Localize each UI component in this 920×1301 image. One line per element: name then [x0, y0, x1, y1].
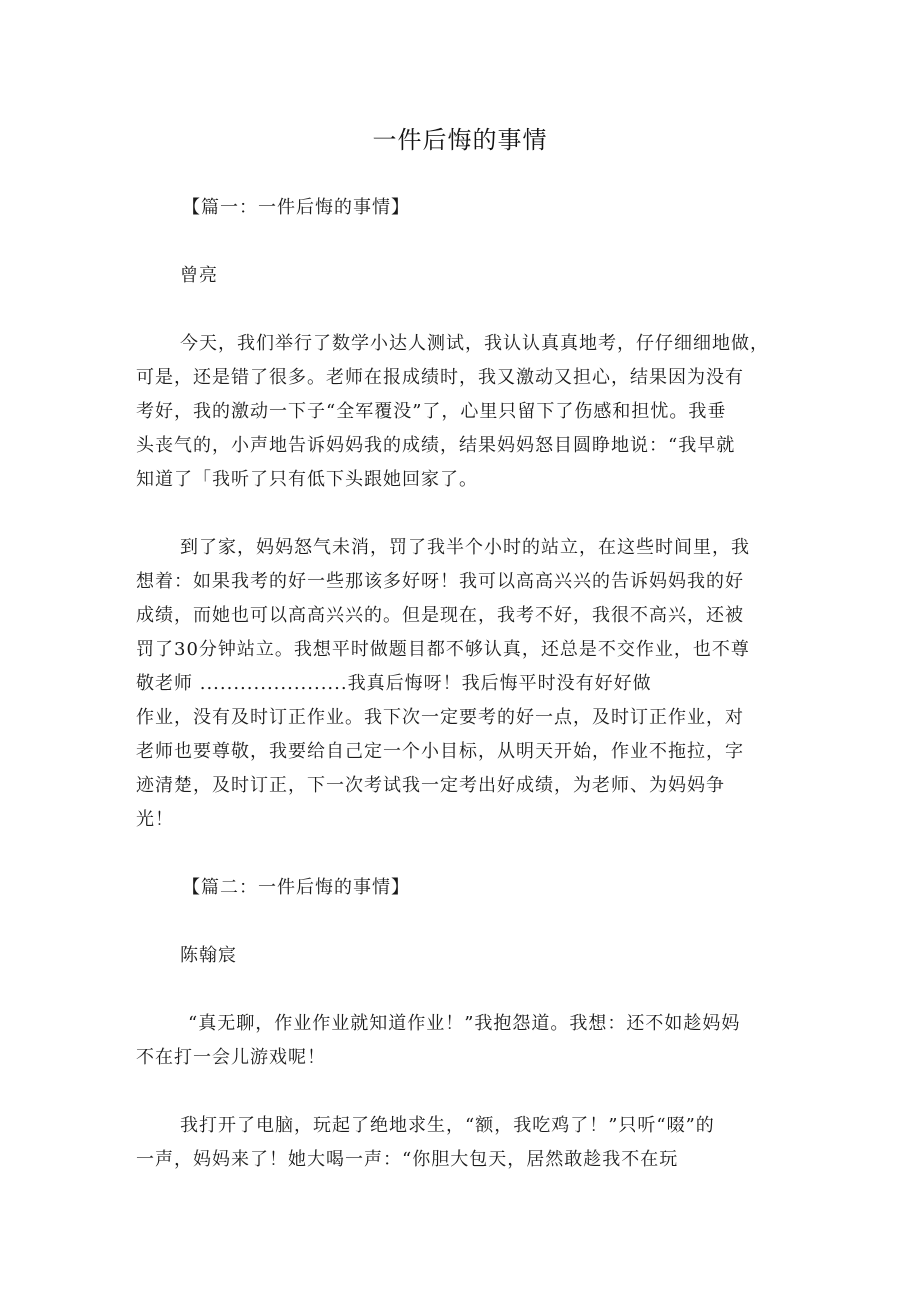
text-line: 敬老师 ......................我真后悔呀！我后悔平时没有好好做: [136, 673, 652, 694]
text-line: 作业，没有及时订正作业。我下次一定要考的好一点，及时订正作业，对: [136, 707, 744, 728]
section2-heading: 【篇二：一件后悔的事情】: [182, 877, 410, 898]
text-line: 光！: [136, 809, 174, 830]
text-line: 头丧气的，小声地告诉妈妈我的成绩，结果妈妈怒目圆睁地说：“我早就: [136, 435, 736, 456]
text-line: 老师也要尊敬，我要给自己定一个小目标，从明天开始，作业不拖拉，字: [136, 741, 744, 762]
section2-author: 陈翰宸: [180, 945, 237, 966]
text-line: 今天，我们举行了数学小达人测试，我认认真真地考，仔仔细细地做，: [180, 333, 769, 354]
text-line: 想着：如果我考的好一些那该多好呀！我可以高高兴兴的告诉妈妈我的好: [136, 571, 744, 592]
text-line: 罚了30分钟站立。我想平时做题目都不够认真，还总是不交作业，也不尊: [136, 639, 750, 660]
text-line: 知道了「我听了只有低下头跟她回家了。: [136, 469, 478, 490]
text-line: 不在打一会儿游戏呢！: [136, 1047, 326, 1068]
text-line: 可是，还是错了很多。老师在报成绩时，我又激动又担心，结果因为没有: [136, 367, 744, 388]
text-line: 一声，妈妈来了！她大喝一声：“你胆大包天，居然敢趁我不在玩: [136, 1149, 679, 1170]
section1-heading: 【篇一：一件后悔的事情】: [182, 197, 410, 218]
document-title: 一件后悔的事情: [372, 126, 548, 154]
text-line: 迹清楚，及时订正，下一次考试我一定考出好成绩，为老师、为妈妈争: [136, 775, 725, 796]
text-line: “真无聊，作业作业就知道作业！”我抱怨道。我想：还不如趁妈妈: [188, 1013, 741, 1034]
text-line: 考好，我的激动一下子“全军覆没”了，心里只留下了伤感和担忧。我垂: [136, 401, 727, 422]
text-line: 到了家，妈妈怒气未消，罚了我半个小时的站立，在这些时间里，我: [180, 537, 750, 558]
text-line: 我打开了电脑，玩起了绝地求生，“额，我吃鸡了！”只听“啜”的: [180, 1115, 715, 1136]
section1-author: 曾亮: [180, 265, 218, 286]
text-line: 成绩，而她也可以高高兴兴的。但是现在，我考不好，我很不高兴，还被: [136, 605, 744, 626]
